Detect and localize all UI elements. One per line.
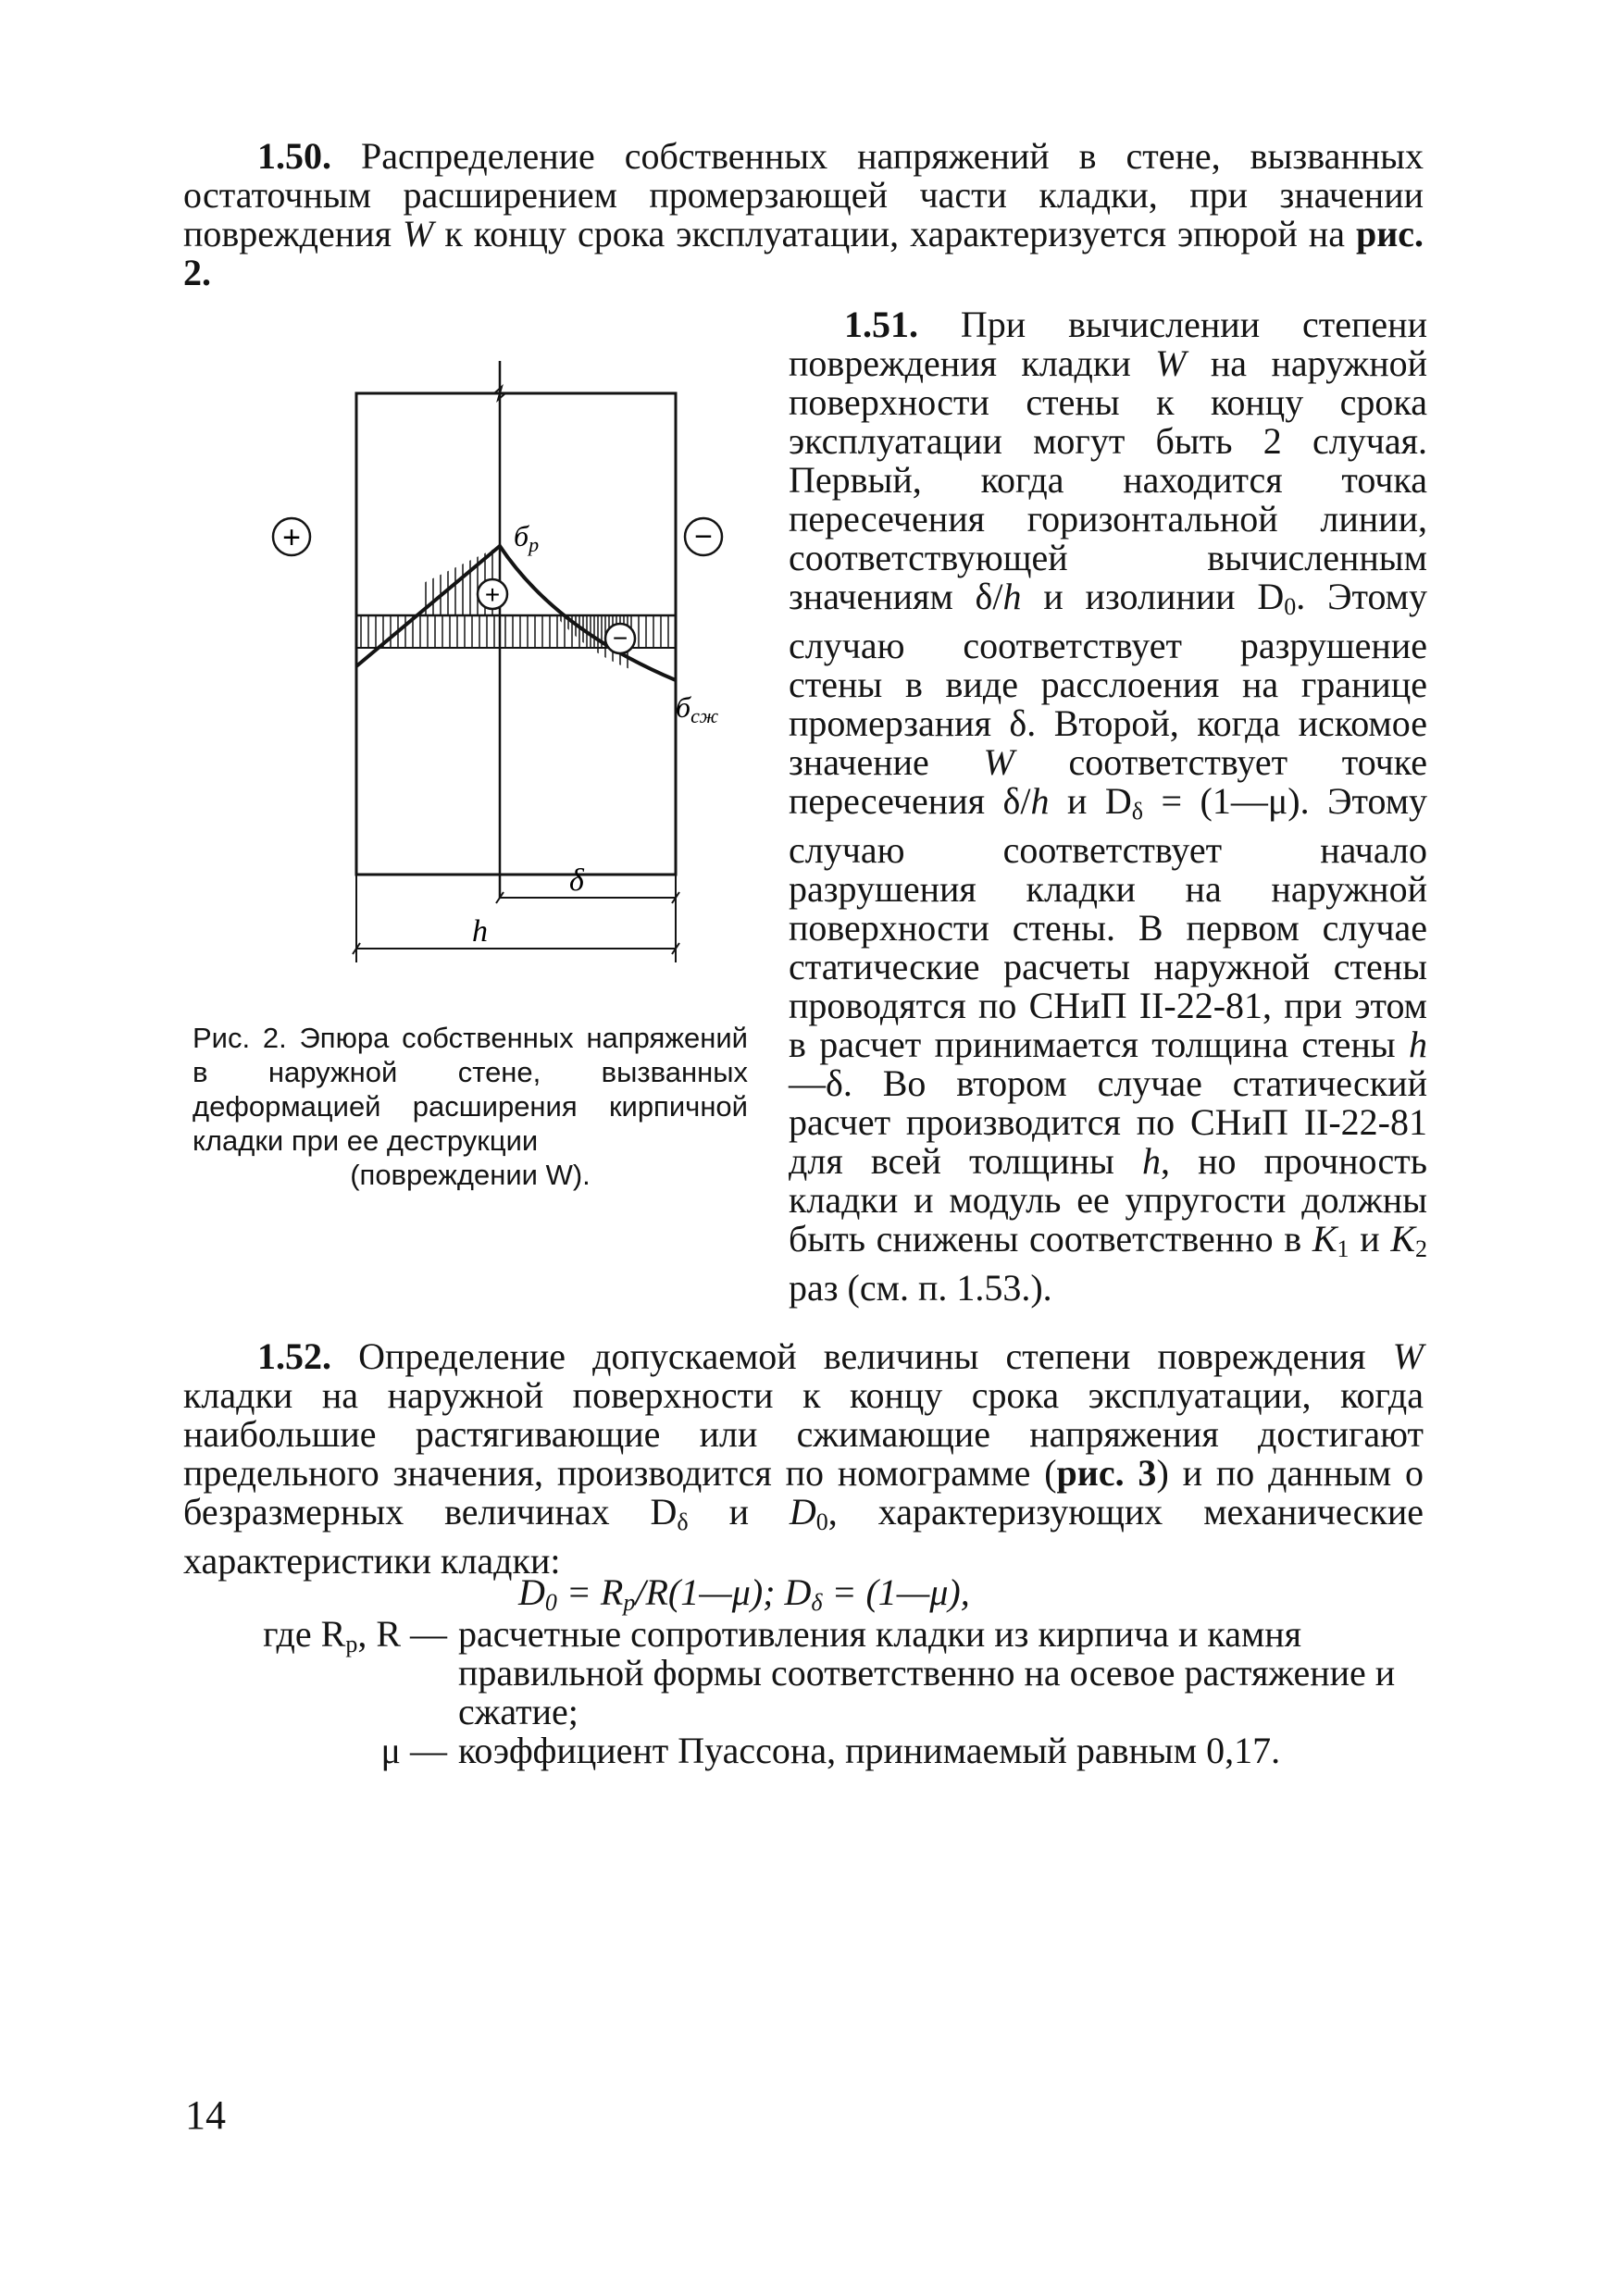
h-label: h [472,914,488,949]
delta-label: δ [569,863,584,898]
definition-text: коэффициент Пуассона, принимаемый равным 0,17. [458,1730,1281,1771]
paragraph-1-50: 1.50. Распределение собственных напряжений в стене, вызванных остаточным расширением промерзающей части кладки, при значении повреждения W к концу срока эксплуатации, характеризуется эпюрой на рис. 2. [183,135,1424,293]
figure-reference: рис. 2 [183,213,1424,293]
stress-diagram-figure [250,352,731,981]
definitions-list [194,1615,1435,1770]
sigma-p-label: бр [514,519,540,556]
definition-row [194,1615,1435,1731]
definition-row [194,1731,1435,1770]
definition-term: где $R_p$, R — [263,1613,447,1657]
para-number: 1.52. [257,1335,331,1377]
figure-caption: Рис. 2. Эпюра собственных напряжений в наружной стене, вызванных деформацией расширения кирпичной кладки при ее деструкции (повреждении W). [193,1022,748,1191]
paragraph-1-51: 1.51. При вычислении степени повреждения кладки W на наружной поверхности стены к концу срока эксплуатации могут быть 2 случая. Первый, когда находится точка пересечения горизонтальной линии, соответствующей вычисленным значениям δ/h и изолинии $D_0$. Этому случаю соответствует разрушение стены в виде расслоения на границе промерзания δ. Второй, когда искомое значение W соответствует точке пересечения δ/h и $D_\delta$ = (1—μ). Этому случаю соответствует начало разрушения кладки на наружной поверхности стены. В первом случае статические расчеты наружной стены проводятся по СНиП II-22-81, при этом в расчет принимается толщина стены h—δ. Во втором случае статический расчет производится по СНиП II-22-81 для всей толщины h, но прочность кладки и модуль ее упругости должны быть снижены соответственно в $K_1$ и $K_2$ раз (см. п. 1.53.). [789,304,1428,1309]
plus-sign-outside: + [282,520,301,555]
page-number: 14 [185,2092,226,2138]
definition-term: μ — [380,1730,447,1771]
stress-diagram [250,352,731,981]
figure-reference: рис. 3 [1056,1452,1157,1494]
plus-sign-inside: + [484,580,501,609]
para-number: 1.51. [844,304,918,345]
minus-sign-outside: − [694,519,713,554]
definition-text: расчетные сопротивления кладки из кирпича и камня правильной формы соответственно на осевое растяжение и сжатие; [458,1613,1396,1732]
paragraph-1-52: 1.52. Определение допускаемой величины степени повреждения W кладки на наружной поверхности к концу срока эксплуатации, когда наибольшие растягивающие или сжимающие напряжения достигают предельного значения, производится по номограмме (рис. 3) и по данным о безразмерных величинах $D_\delta$ и $D_0$, характеризующих механические характеристики кладки: [183,1335,1424,1582]
minus-sign-inside: − [612,624,628,652]
formula: $D_0$ = $R_p/R(1—\mu)$; $D_\delta$ = (1—μ), [518,1571,970,1616]
para-number: 1.50. [257,135,331,177]
sigma-c-label: бсж [676,690,719,727]
